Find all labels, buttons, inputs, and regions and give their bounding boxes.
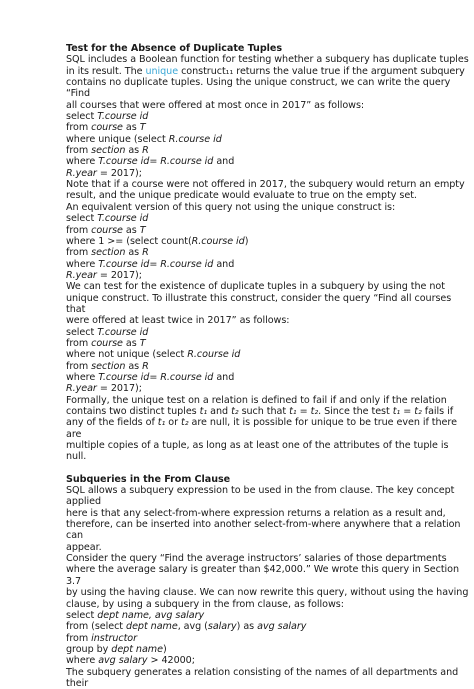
text-line xyxy=(66,338,446,349)
text-run: multiple copies of a tuple, as long as at least one of the attributes of the tuple is xyxy=(66,440,449,452)
text-line xyxy=(66,111,446,122)
text-run: as xyxy=(122,122,140,134)
text-run: construct₁₁ returns the value true if the argument subquery xyxy=(178,65,465,77)
text-line xyxy=(66,179,465,191)
text-line xyxy=(66,553,446,564)
italic-term: t₁ xyxy=(289,406,297,417)
text-run: SQL allows a subquery expression to be used in the from clause. The key concept xyxy=(66,485,455,497)
text-run: The subquery generates a relation consisting of the names of all departments and xyxy=(66,666,459,678)
section1-body xyxy=(66,54,469,463)
text-line xyxy=(66,122,446,133)
text-line xyxy=(66,655,446,666)
italic-term: T xyxy=(139,224,146,236)
text-run: can xyxy=(66,530,84,542)
text-line xyxy=(66,417,457,429)
italic-term: dept name, avg salary xyxy=(97,609,205,621)
text-run: from xyxy=(66,247,92,259)
text-run: contains two distinct tuples xyxy=(66,406,200,417)
text-line xyxy=(66,327,446,338)
text-line xyxy=(66,496,446,507)
text-run: result, and the unique predicate would evaluate to true on the empty set. xyxy=(66,190,417,202)
italic-term: t₁ xyxy=(157,417,166,429)
text-line xyxy=(66,621,446,632)
italic-term: avg salary xyxy=(257,621,307,633)
text-run: SQL includes a Boolean function for testing whether a subquery has duplicate tuples xyxy=(66,54,469,66)
text-run: We can test for the existence of duplicate tuples in a subquery by using the not xyxy=(66,281,445,293)
text-line xyxy=(66,270,446,281)
text-run: = xyxy=(296,406,311,417)
text-line xyxy=(66,259,446,270)
italic-term: t₂ xyxy=(181,417,189,429)
text-run: their xyxy=(66,677,89,689)
text-run: all courses that were offered at most once in 2017” as follows: xyxy=(66,99,365,111)
italic-term: avg salary xyxy=(98,655,148,667)
text-run: fails if xyxy=(421,406,454,417)
italic-term: R.year xyxy=(66,269,97,281)
text-run: where xyxy=(66,258,99,270)
text-run: from xyxy=(66,360,92,372)
text-run: “Find xyxy=(66,88,91,100)
text-run: where unique (select xyxy=(66,133,169,145)
text-line xyxy=(66,564,460,576)
text-line xyxy=(66,156,446,167)
text-run: were offered at least twice in 2017” as follows: xyxy=(66,315,290,327)
text-run: Formally, the unique test on a relation is defined to fail if and only if the relation xyxy=(66,394,447,406)
text-line xyxy=(66,542,446,553)
italic-term: T.course id xyxy=(97,111,149,123)
text-line xyxy=(66,168,446,179)
text-run: = 2017); xyxy=(96,269,142,281)
text-run: from xyxy=(66,145,92,157)
section-heading-duplicate-tuples: Test for the Absence of Duplicate Tuples xyxy=(66,43,283,54)
italic-term: R.course id xyxy=(168,133,222,145)
italic-term: T.course id= R.course id xyxy=(98,371,214,383)
text-line xyxy=(66,65,465,77)
italic-term: section xyxy=(91,145,126,157)
text-line xyxy=(66,190,446,201)
italic-term: dept name xyxy=(126,621,178,633)
text-run: are xyxy=(66,428,82,440)
text-line xyxy=(66,372,446,383)
text-line xyxy=(66,145,446,156)
text-run: as xyxy=(125,360,143,372)
text-run: = 2017); xyxy=(96,167,142,179)
text-run: where xyxy=(66,156,99,168)
text-column xyxy=(66,43,469,689)
italic-term: t₂ xyxy=(414,406,422,417)
text-line xyxy=(66,54,469,66)
italic-term: R.year xyxy=(66,383,97,395)
italic-term: T xyxy=(139,122,146,134)
text-line xyxy=(66,576,446,587)
text-line xyxy=(66,485,455,497)
text-run: null. xyxy=(66,451,87,463)
text-run: > 42000; xyxy=(147,655,195,667)
text-run: unique construct. To illustrate this construct, consider the query “Find all courses xyxy=(66,292,452,304)
text-run: Note that if a course were not offered in 2017, the subquery would return an empty xyxy=(66,179,465,191)
text-line xyxy=(66,213,446,224)
text-line xyxy=(66,88,446,99)
text-line xyxy=(66,292,452,304)
section2-body xyxy=(66,485,469,689)
text-line xyxy=(66,361,446,372)
text-line xyxy=(66,247,446,258)
highlighted-keyword: unique xyxy=(145,65,179,77)
text-run: appear. xyxy=(66,541,102,553)
italic-term: R.year xyxy=(66,167,97,179)
text-run: from (select xyxy=(66,621,127,633)
text-line xyxy=(66,236,446,247)
text-line xyxy=(66,429,446,440)
text-run: group by xyxy=(66,643,112,655)
text-line xyxy=(66,281,446,292)
italic-term: section xyxy=(91,360,126,372)
text-run: such that xyxy=(238,406,290,417)
text-run: here is that any select-from-where expression returns a relation as a result and, xyxy=(66,507,446,519)
text-run: and xyxy=(213,258,235,270)
text-run: select xyxy=(66,609,98,621)
text-run: where xyxy=(66,371,99,383)
italic-term: R xyxy=(142,145,149,157)
text-line xyxy=(66,644,446,655)
text-line xyxy=(66,349,446,360)
text-line xyxy=(66,587,469,599)
text-line xyxy=(66,508,446,519)
italic-term: dept name xyxy=(111,643,163,655)
text-line xyxy=(66,100,446,111)
text-line xyxy=(66,666,459,678)
text-run: by using the having clause. We can now rewrite this query, without using the having xyxy=(66,587,469,599)
text-line xyxy=(66,678,446,689)
text-run: as xyxy=(122,337,140,349)
text-run: . Since the test xyxy=(318,406,393,417)
text-run: where the average salary is greater than $42,000.” We wrote this query in Section xyxy=(66,564,460,576)
text-run: select xyxy=(66,111,98,123)
text-line xyxy=(66,225,446,236)
text-line xyxy=(66,304,446,315)
text-line xyxy=(66,633,446,644)
text-run: where 1 >= (select count( xyxy=(66,235,192,247)
text-run: where xyxy=(66,655,99,667)
italic-term: section xyxy=(91,247,126,259)
text-line xyxy=(66,77,451,89)
text-run: from xyxy=(66,632,92,644)
italic-term: T.course id xyxy=(97,213,149,225)
text-line xyxy=(66,395,446,406)
text-run: , avg ( xyxy=(177,621,208,633)
section-heading-subqueries-from: Subqueries in the From Clause xyxy=(66,473,231,485)
italic-term: T xyxy=(139,337,146,349)
text-run: from xyxy=(66,224,92,236)
text-line xyxy=(66,599,446,610)
text-run: ) xyxy=(244,235,249,247)
text-run: from xyxy=(66,337,92,349)
text-run: = 2017); xyxy=(96,383,142,395)
text-run: Consider the query “Find the average instructors’ salaries of those departments xyxy=(66,553,447,565)
text-run: or xyxy=(165,417,182,429)
italic-term: R.course id xyxy=(191,235,245,247)
text-line xyxy=(66,202,446,213)
text-line xyxy=(66,451,446,462)
text-run: in its result. The xyxy=(66,65,146,77)
text-run: are null, it is possible for unique to be true even if there xyxy=(188,417,457,429)
text-run: and xyxy=(207,406,232,417)
italic-term: course xyxy=(91,224,123,236)
text-run: any of the fields of xyxy=(66,417,158,429)
text-run: as xyxy=(122,224,140,236)
text-run: applied xyxy=(66,496,102,508)
italic-term: T.course id= R.course id xyxy=(98,258,214,270)
italic-term: R.course id xyxy=(187,349,241,361)
italic-term: t₂ xyxy=(310,406,319,417)
italic-term: salary xyxy=(207,621,237,633)
italic-term: t₁ xyxy=(392,406,401,417)
text-run: and xyxy=(213,156,235,168)
text-run: that xyxy=(66,303,86,315)
text-run: contains no duplicate tuples. Using the unique construct, we can write the query xyxy=(66,77,451,89)
text-line xyxy=(66,315,446,326)
text-run: = xyxy=(400,406,415,417)
italic-term: t₁ xyxy=(199,406,208,417)
text-line xyxy=(66,519,461,531)
text-run: from xyxy=(66,122,92,134)
text-line xyxy=(66,134,446,145)
italic-term: instructor xyxy=(91,632,138,644)
text-run: ) xyxy=(162,643,167,655)
text-line xyxy=(66,610,446,621)
italic-term: course xyxy=(91,337,123,349)
text-run: therefore, can be inserted into another select-from-where anywhere that a relation xyxy=(66,519,461,531)
text-run: select xyxy=(66,213,98,225)
text-line xyxy=(66,383,446,394)
text-run: 3.7 xyxy=(66,575,82,587)
text-run: as xyxy=(125,247,143,259)
text-run: An equivalent version of this query not using the unique construct is: xyxy=(66,201,396,213)
italic-term: t₂ xyxy=(231,406,239,417)
text-run: and xyxy=(213,371,235,383)
italic-term: T.course id= R.course id xyxy=(98,156,214,168)
text-line xyxy=(66,440,449,452)
text-run: clause, by using a subquery in the from clause, as follows: xyxy=(66,598,344,610)
italic-term: R xyxy=(142,247,149,259)
italic-term: T.course id xyxy=(97,326,149,338)
text-run: where not unique (select xyxy=(66,349,188,361)
section-spacer xyxy=(66,463,446,474)
italic-term: course xyxy=(91,122,123,134)
text-run: as xyxy=(125,145,143,157)
text-run: ) as xyxy=(236,621,258,633)
text-run: select xyxy=(66,326,98,338)
text-line xyxy=(66,406,454,417)
italic-term: R xyxy=(142,360,149,372)
text-line xyxy=(66,530,446,541)
